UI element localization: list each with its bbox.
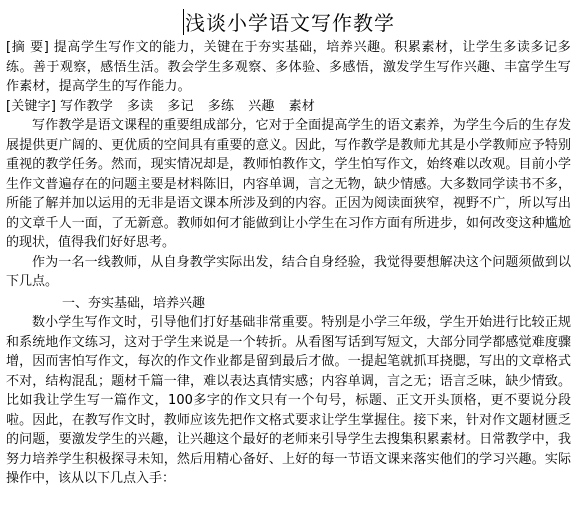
- document-body[interactable]: [6, 38, 571, 489]
- keywords: [6, 97, 571, 117]
- keyword: 多练: [207, 98, 235, 114]
- abstract-label: [摘 要]: [6, 40, 49, 55]
- document-title[interactable]: 浅谈小学语文写作教学: [185, 11, 395, 35]
- keywords-label: [关键字]: [6, 98, 57, 114]
- abstract-text: 提高学生写作文的能力，关键在于夯实基础，培养兴趣。积累素材，让学生多读多记多练。善于观察，感悟生活。教会学生多观察、多体验、多感悟，激发学生写作兴趣、丰富学生写作素材，提高学生的写作能力。: [6, 40, 571, 94]
- keyword: 素材: [288, 98, 315, 114]
- body-paragraph: 写作教学是语文课程的重要组成部分，它对于全面提高学生的语文素养，为学生今后的生存发展提供更广阔的、更优质的空间具有重要的意义。因此，写作教学是教师尤其是小学教师应予特别重视的教学任务。然而，现实情况却是，教师怕教作文，学生怕写作文，始终难以改观。目前小学生作文普遍存在的问题主要是材料陈旧，内容单调，言之无物，缺少情感。大多数同学读书不多，所能了解并加以运用的无非是语文课本所涉及到的内容。正因为阅读面狭窄，视野不广，所以写出的文章千人一面，了无新意。教师如何才能做到让小学生在习作方面有所进步，如何改变这种尴尬的现状，值得我们好好思考。: [6, 118, 571, 250]
- abstract: [6, 38, 571, 97]
- section-heading: 一、夯实基础，培养兴趣: [62, 295, 206, 311]
- keyword: 兴趣: [248, 98, 275, 114]
- keyword: 多记: [167, 98, 194, 114]
- keyword: 写作教学: [60, 98, 113, 114]
- keyword: 多读: [126, 98, 154, 114]
- title-row: [0, 7, 578, 36]
- section-paragraph: 数小学生写作文时，引导他们打好基础非常重要。特别是小学三年级，学生开始进行比较正规和系统地作文练习，这对于学生来说是一个转折。从看图写话到写短文，大部分同学都感觉难度骤增，因而害怕写作文，每次的作文作业都是留到最后才做。一提起笔就抓耳挠腮，写出的文章格式不对，结构混乱；题材千篇一律，难以表达真情实感；内容单调，言之无；语言乏味，缺少情致。比如我让学生写一篇作文，100多字的作文只有一个句号，标题、正文开头顶格，更不要说分段啦。因此，在教写作文时，教师应该先把作文格式要求让学生掌握住。接下来，针对作文题材匮乏的问题，要激发学生的兴趣，让兴趣这个最好的老师来引导学生去搜集积累素材。日常教学中，我努力培养学生积极探寻未知，然后用精心备好、上好的每一节语文课来落实他们的学习兴趣。实际操作中，该从以下几点入手：: [6, 315, 571, 486]
- text-cursor: [183, 9, 184, 35]
- body-paragraph: 作为一名一线教师，从自身教学实际出发，结合自身经验，我觉得要想解决这个问题须做到以下几点。: [6, 254, 571, 289]
